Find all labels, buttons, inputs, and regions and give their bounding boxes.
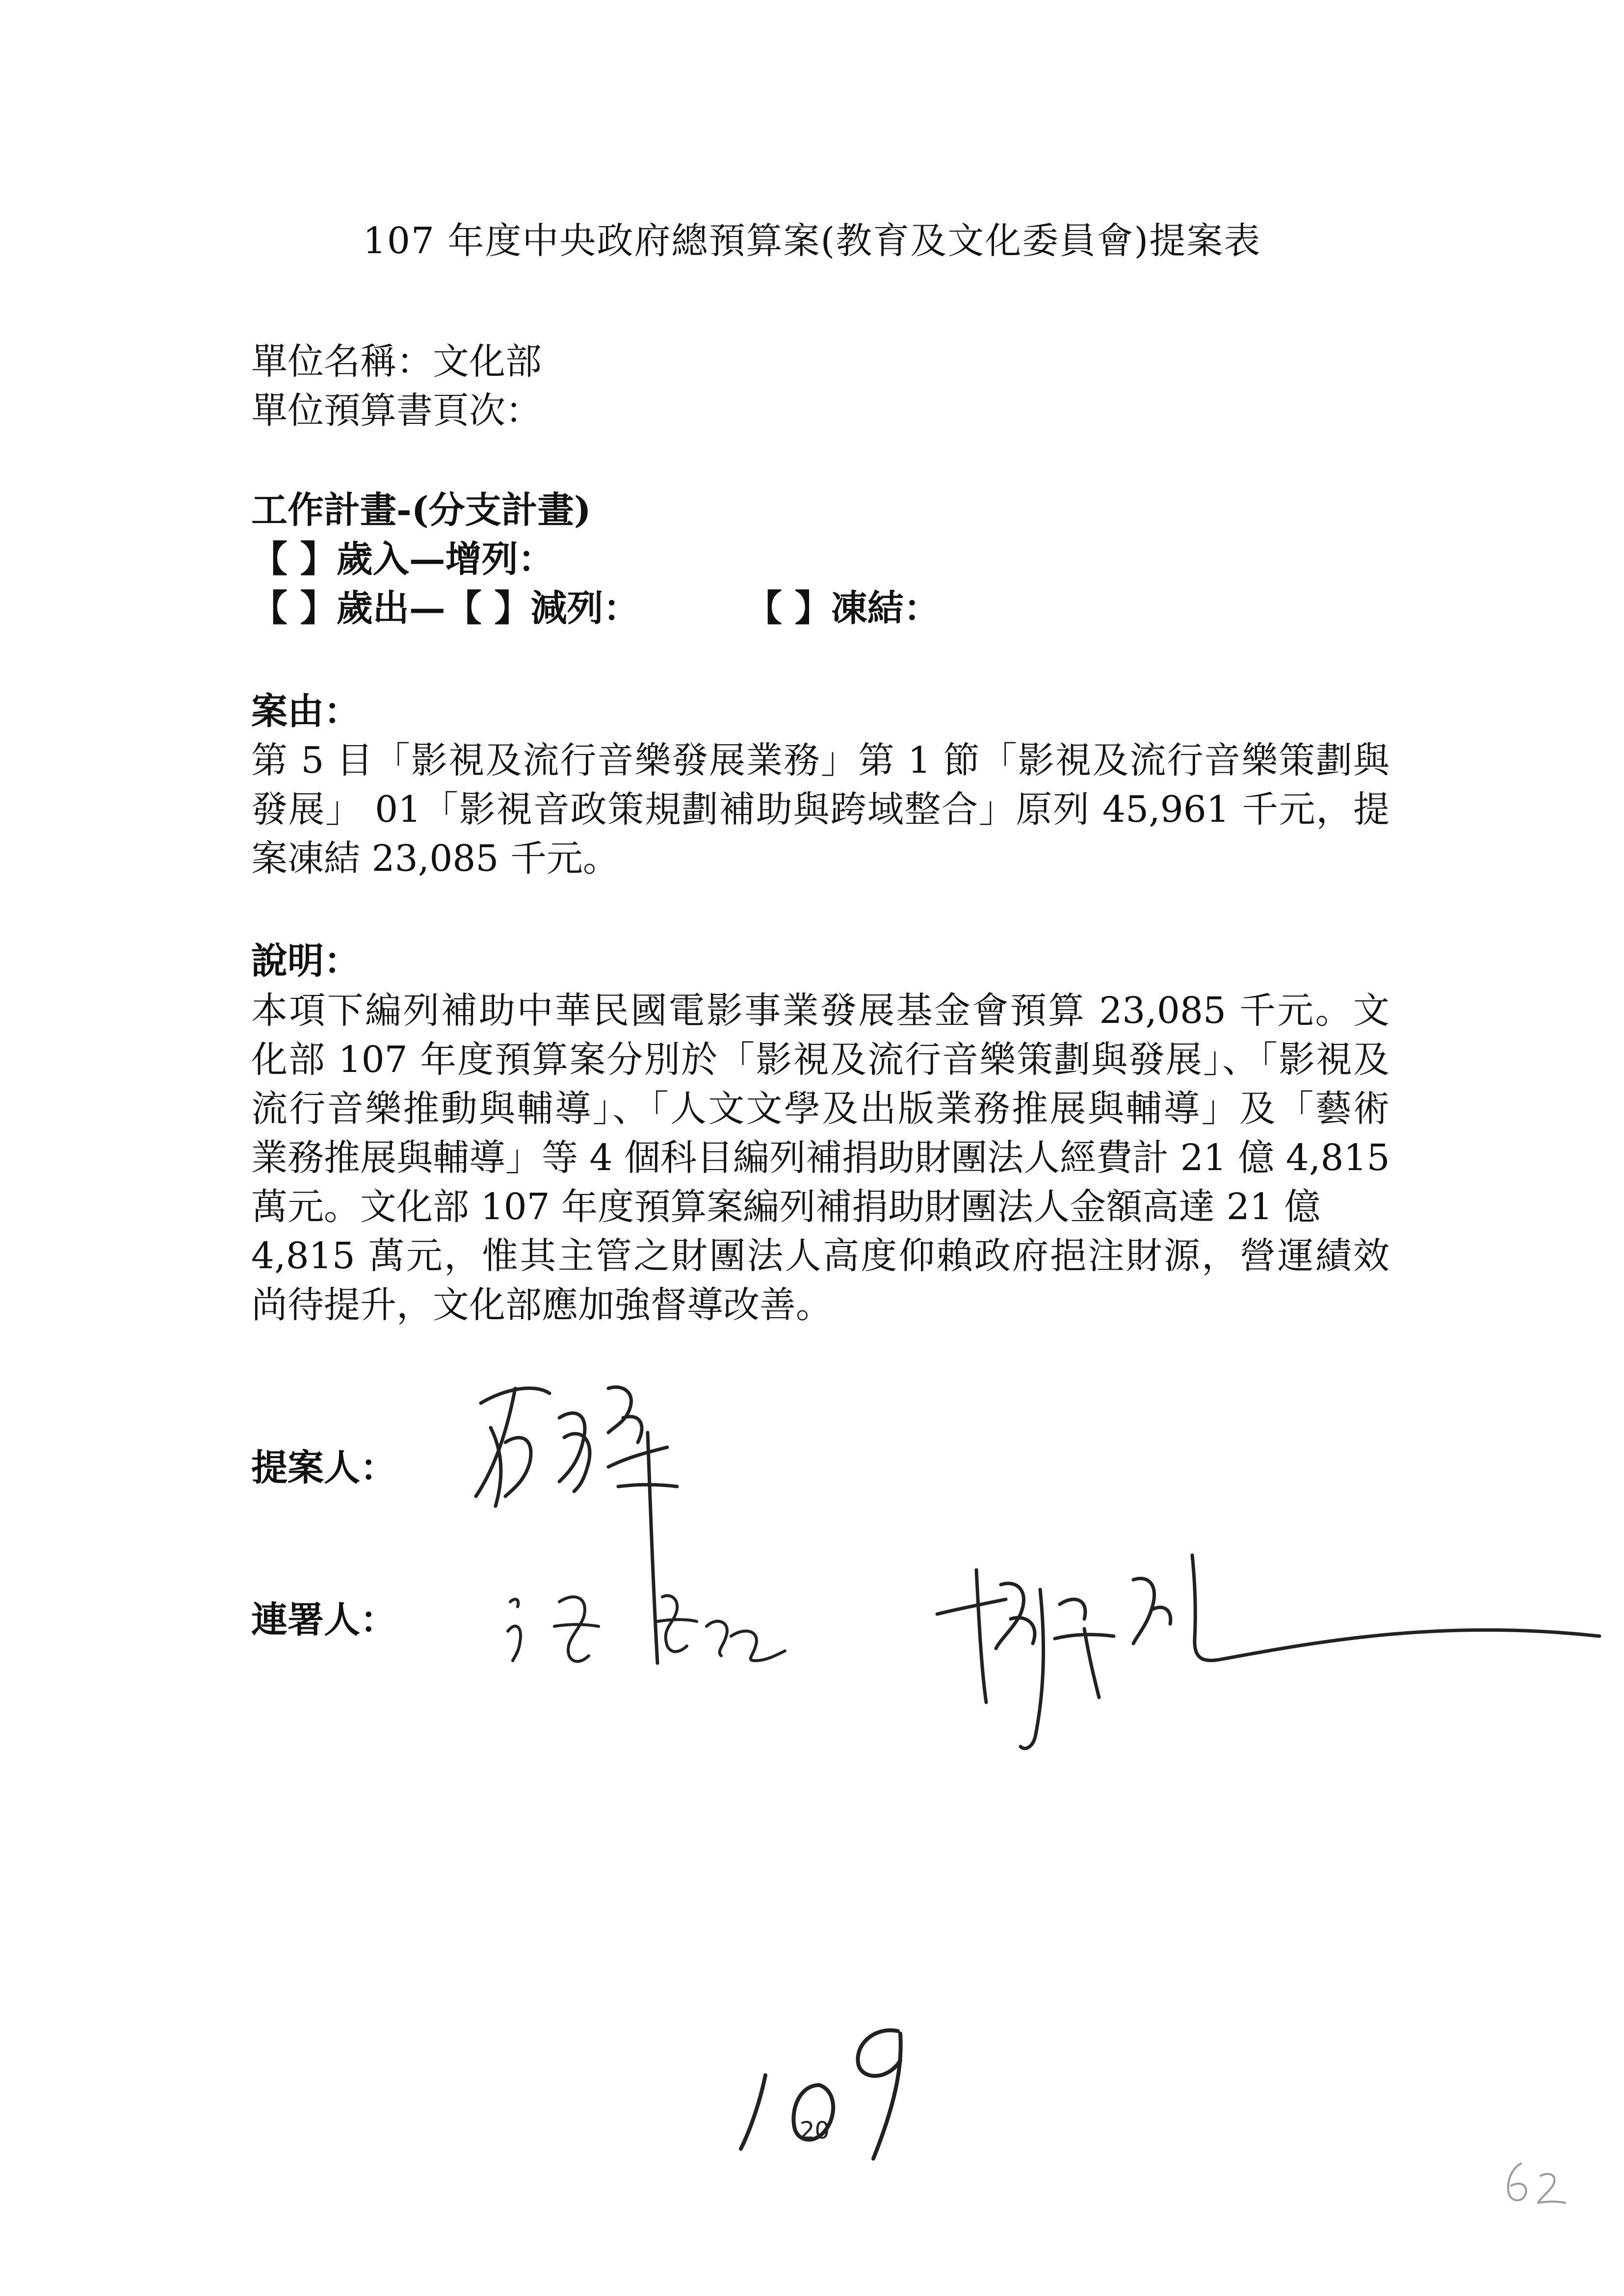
- corner-note: [1496, 2156, 1570, 2210]
- reason-paragraph: [251, 736, 1389, 883]
- work-plan-heading: 工作計畫-(分支計畫): [251, 489, 591, 531]
- explanation-line: 萬元。文化部 107 年度預算案編列補捐助財團法人金額高達 21 億: [251, 1186, 1321, 1228]
- freeze-label: 【 】凍結：: [746, 587, 940, 629]
- reason-line: 發展」 01「影視音政策規劃補助與跨域整合」原列 45,961 千元，提: [251, 788, 1389, 831]
- cosigner-signature-one: [500, 1572, 854, 1685]
- explanation-line: 化部 107 年度預算案分別於「影視及流行音樂策劃與發展」、「影視及: [251, 1039, 1389, 1081]
- explanation-line: 4,815 萬元，惟其主管之財團法人高度仰賴政府挹注財源，營運績效: [251, 1235, 1389, 1277]
- explanation-line: 本項下編列補助中華民國電影事業發展基金會預算 23,085 千元。文: [251, 990, 1389, 1032]
- expenditure-line: 【 】歲出—【 】減列：: [251, 587, 640, 629]
- reason-line: 第 5 目「影視及流行音樂發展業務」第 1 節「影視及流行音樂策劃與: [251, 739, 1389, 782]
- explanation-line: 流行音樂推動與輔導」、「人文文學及出版業務推展與輔導」及「藝術: [251, 1088, 1389, 1130]
- cosigner-label: 連署人：: [251, 1599, 396, 1641]
- cosigner-signature-two: [927, 1531, 1614, 1776]
- revenue-line: 【 】歲入—增列：: [251, 538, 554, 580]
- page-title: 107 年度中央政府總預算案(教育及文化委員會)提案表: [363, 220, 1261, 262]
- reason-line: 案凍結 23,085 千元。: [251, 837, 619, 880]
- explanation-line: 業務推展與輔導」等 4 個科目編列補捐助財團法人經費計 21 億 4,815: [251, 1137, 1390, 1179]
- handwritten-number-109: [731, 2002, 986, 2168]
- explanation-line: 尚待提升，文化部應加強督導改善。: [251, 1284, 832, 1326]
- explanation-heading: 說明：: [251, 940, 360, 982]
- proposer-label: 提案人：: [251, 1447, 396, 1489]
- reason-heading: 案由：: [251, 690, 360, 732]
- unit-name: 單位名稱：文化部: [251, 340, 542, 383]
- unit-budget-page: 單位預算書頁次：: [251, 390, 542, 432]
- page-number: 20: [800, 2117, 830, 2144]
- explanation-paragraph: [251, 986, 1389, 1330]
